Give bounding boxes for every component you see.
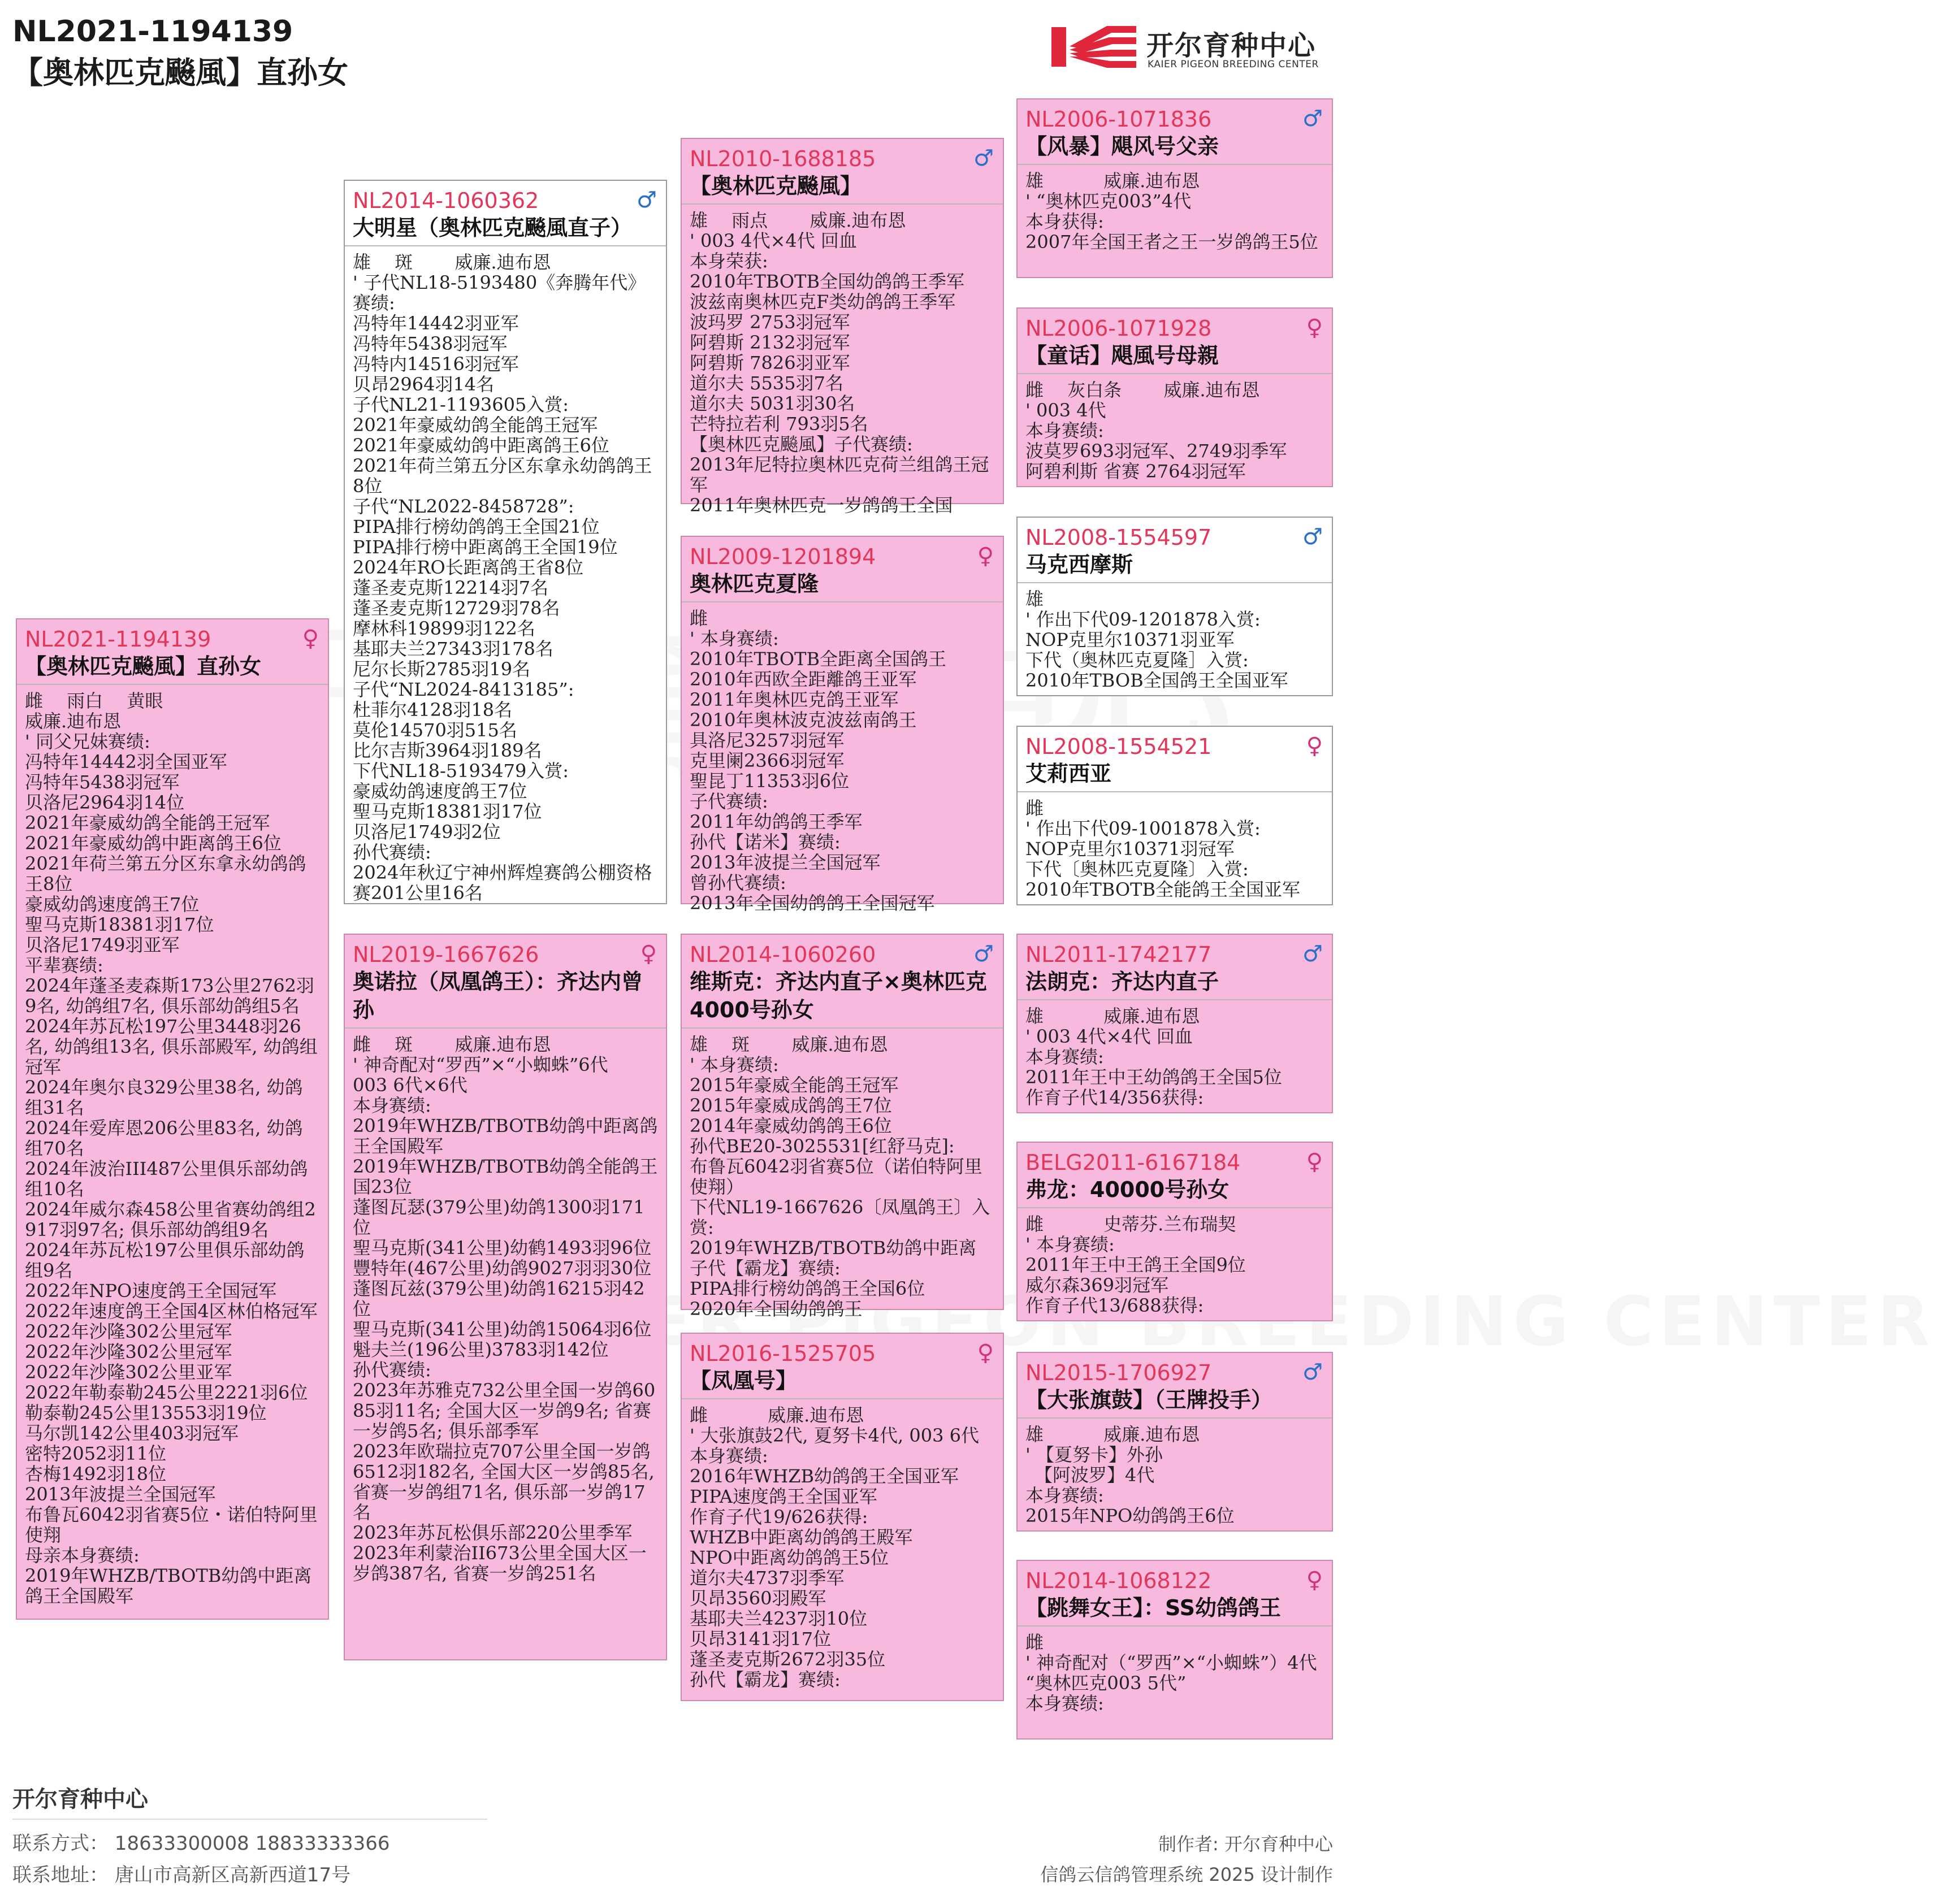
card-name: 维斯克：齐达内直子×奥林匹克4000号孙女 (690, 969, 987, 1022)
card-line: WHZB中距离幼鸽鸽王殿军 (690, 1526, 913, 1548)
card-line: 2011年王中王鸽王全国9位 (1025, 1254, 1246, 1276)
card-ring: NL2015-1706927 (1025, 1360, 1212, 1385)
card-line: 聖马克斯(341公里)幼鹤1493羽96位 (353, 1237, 652, 1259)
card-ring: NL2019-1667626 (353, 942, 539, 967)
card-line: 豐特年(467公里)幼鸽9027羽羽30位 (353, 1257, 652, 1279)
card-line: 聖马克斯(341公里)幼鸽15064羽6位 (353, 1319, 652, 1340)
card-line: 冯特内14516羽冠军 (353, 353, 519, 375)
card-line: 本身赛绩: (1025, 1046, 1104, 1068)
footer-company: 开尔育种中心 (12, 1786, 148, 1812)
card-line: 2023年苏瓦松俱乐部220公里季军 (353, 1522, 633, 1543)
female-icon: ♀ (1306, 1567, 1323, 1593)
card-line: 蓬图瓦兹(379公里)幼鸽16215羽42位 (353, 1278, 645, 1320)
female-icon: ♀ (302, 626, 319, 652)
card-line: NOP克里尔10371羽亚军 (1025, 629, 1235, 650)
card-line: 蓬图瓦瑟(379公里)幼鸽1300羽171位 (353, 1196, 645, 1238)
card-line: 2019年WHZB/TBOTB幼鸽中距离鸽王全国殿军 (25, 1565, 312, 1607)
card-line: 2010年西欧全距離鸽王亚军 (690, 669, 917, 690)
logo-name: 开尔育种中心 (1146, 30, 1317, 62)
card-line: 冯特年14442羽亚军 (353, 313, 519, 334)
card-line: ' 作出下代09-1201878入赏: (1025, 609, 1261, 630)
card-line: ' 本身赛绩: (690, 628, 779, 649)
card-line: 威廉.迪布恩 (25, 710, 122, 732)
card-line: 蓬圣麦克斯12214羽7名 (353, 577, 549, 598)
card-line: 【奥林匹克飈風】子代赛绩: (690, 433, 913, 455)
card-line: 2013年波提兰全国冠军 (25, 1484, 216, 1505)
card-body (1018, 1419, 1332, 1526)
card-line: 本身获得: (1025, 211, 1104, 232)
card-ring: NL2014-1068122 (1025, 1568, 1212, 1593)
card-line: 杜菲尔4128羽18名 (353, 699, 513, 721)
footer-address: 联系地址： 唐山市高新区高新西道17号 (12, 1864, 351, 1886)
card-name: 法朗克：齐达内直子 (1025, 969, 1219, 994)
card-line: 2011年幼鸽鸽王季军 (690, 811, 863, 832)
female-icon: ♀ (977, 1340, 994, 1366)
card-line: 杏梅1492羽18位 (25, 1463, 167, 1485)
card-line: 2024年苏瓦松197公里俱乐部幼鸽组9名 (25, 1239, 305, 1281)
card-line: 雄 斑 威廉.迪布恩 (353, 251, 551, 273)
card-line: 子代“NL2022-8458728”: (353, 496, 574, 517)
card-line: 【阿波罗】4代 (1025, 1464, 1155, 1486)
card-name: 奥林匹克夏隆 (690, 571, 819, 596)
card-line: 2016年WHZB幼鸽鸽王全国亚军 (690, 1465, 959, 1487)
card-line: 2021年荷兰第五分区东拿永幼鸽鸽王8位 (353, 455, 652, 497)
card-line: 马尔凯142公里403羽冠军 (25, 1422, 239, 1444)
card-line: ' “奥林匹克003”4代 (1025, 190, 1192, 212)
card-line: ' 003 4代×4代 回血 (690, 230, 857, 251)
footer-maker: 制作者: 开尔育种中心 (1158, 1833, 1333, 1855)
card-line: 阿碧斯 7826羽亚军 (690, 352, 850, 374)
card-line: 本身赛绩: (690, 1445, 768, 1467)
card-line: 2021年豪威幼鸽中距离鸽王6位 (25, 832, 282, 854)
card-body (1018, 165, 1332, 252)
card-line: 聖马克斯18381羽17位 (353, 801, 542, 822)
card-line: ' 同父兄妹赛绩: (25, 731, 150, 752)
card-ring: NL2021-1194139 (25, 627, 211, 652)
card-ring: NL2014-1060362 (353, 188, 539, 213)
card-line: 雌 史蒂芬.兰布瑞契 (1025, 1213, 1236, 1235)
card-line: 尼尔长斯2785羽19名 (353, 658, 531, 680)
card-line: 贝昂3560羽殿军 (690, 1588, 826, 1609)
card-line: 下代NL18-5193479入赏: (353, 760, 569, 782)
card-line: 2021年豪威幼鸽全能鸽王冠军 (353, 414, 598, 436)
male-icon: ♂ (1302, 1359, 1323, 1385)
card-line: 作育子代19/626获得: (690, 1506, 868, 1528)
card-line: 2011年奥林匹克鸽王亚军 (690, 689, 899, 710)
card-line: 雄 雨点 威廉.迪布恩 (690, 210, 906, 231)
pedigree-card-dam[interactable] (344, 934, 667, 1660)
card-line: 雄 (1025, 588, 1044, 610)
kaier-logo-icon (1051, 21, 1136, 72)
card-line: NOP克里尔10371羽冠军 (1025, 838, 1235, 860)
card-line: 聖昆丁11353羽6位 (690, 770, 850, 792)
card-line: NPO中距离幼鸽鸽王5位 (690, 1547, 889, 1568)
card-line: 魁夫兰(196公里)3783羽142位 (353, 1339, 609, 1360)
card-line: ' 子代NL18-5193480《奔腾年代》 (353, 272, 646, 293)
card-name: 弗龙：40000号孙女 (1025, 1177, 1230, 1202)
card-line: 孙代【诺米】赛绩: (690, 831, 841, 853)
card-line: 2020年全国幼鸽鸽王 (690, 1298, 863, 1320)
card-line: 贝洛尼1749羽亚军 (25, 934, 180, 956)
card-line: 道尔夫4737羽季军 (690, 1567, 845, 1589)
card-line: 2013年全国幼鸽鸽王全国冠军 (690, 892, 935, 914)
card-line: 作育子代13/688获得: (1025, 1295, 1204, 1316)
footer-divider (12, 1819, 487, 1820)
pedigree-card-dds[interactable] (1016, 1352, 1333, 1532)
card-line: ' 神奇配对（“罗西”×“小蜘蛛”）4代 (1025, 1652, 1317, 1673)
card-line: ' 【夏努卡】外孙 (1025, 1444, 1163, 1465)
card-line: 2022年NPO速度鸽王全国冠军 (25, 1280, 277, 1302)
card-line: 布鲁瓦6042羽省赛5位（诺伯特阿里使翔） (690, 1156, 982, 1198)
female-icon: ♀ (1306, 733, 1323, 759)
card-line: 2010年TBOTB全国幼鸽鸽王季军 (690, 271, 964, 292)
card-line: 2024年奥尔良329公里38名, 幼鸽组31名 (25, 1077, 303, 1118)
female-icon: ♀ (1306, 1149, 1323, 1175)
card-line: 下代（奥林匹克夏隆］入赏: (1025, 649, 1249, 671)
card-line: 2023年欧瑞拉克707公里全国一岁鸽6512羽182名, 全国大区一岁鸽85名, 省赛一岁鸽组71名, 俱乐部一岁鸽17名 (353, 1441, 655, 1523)
card-ring: NL2008-1554521 (1025, 734, 1212, 759)
card-line: 孙代赛绩: (353, 1359, 431, 1381)
card-line: ' 本身赛绩: (1025, 1234, 1115, 1255)
pedigree-card-ddd[interactable] (1016, 1560, 1333, 1740)
card-ring: NL2008-1554597 (1025, 525, 1212, 550)
card-line: 本身赛绩: (353, 1095, 431, 1116)
card-line: 2015年豪威成鸽鸽王7位 (690, 1095, 892, 1116)
card-line: 2019年WHZB/TBOTB幼鸽中距离 (690, 1237, 977, 1259)
card-ring: NL2011-1742177 (1025, 942, 1212, 967)
card-body (17, 685, 328, 1606)
card-line: 2013年尼特拉奥林匹克荷兰组鸽王冠军 (690, 454, 989, 496)
card-line: 基耶夫兰4237羽10位 (690, 1608, 868, 1629)
card-line: 阿碧利斯 省赛 2764羽冠军 (1025, 461, 1246, 482)
card-line: 2011年王中王幼鸽鸽王全国5位 (1025, 1066, 1282, 1088)
card-name: 【童话】飓風号母親 (1025, 343, 1219, 368)
card-line: 2010年TBOTB全能鸽王全国亚军 (1025, 879, 1300, 900)
card-line: 孙代BE20-3025531[红舒马克]: (690, 1135, 955, 1157)
card-body (682, 1029, 1003, 1319)
card-line: 贝昂2964羽14名 (353, 374, 495, 395)
card-line: 孙代【霸龙】赛绩: (690, 1669, 841, 1690)
card-line: 本身赛绩: (1025, 1485, 1104, 1506)
card-ring: BELG2011-6167184 (1025, 1150, 1241, 1175)
card-body (682, 205, 1003, 515)
card-line: 子代“NL2024-8413185”: (353, 679, 574, 700)
card-body (682, 1399, 1003, 1690)
female-icon: ♀ (640, 941, 657, 967)
female-icon: ♀ (1306, 315, 1323, 341)
card-line: 003 6代×6代 (353, 1074, 467, 1096)
logo-en: KAIER PIGEON BREEDING CENTER (1148, 59, 1319, 70)
card-line: 基耶夫兰27343羽178名 (353, 638, 553, 660)
pedigree-card-sdd[interactable] (1016, 726, 1333, 905)
card-line: 贝洛尼1749羽2位 (353, 821, 501, 843)
card-line: 摩林科19899羽122名 (353, 618, 535, 639)
card-line: 2021年荷兰第五分区东拿永幼鸽鸽王8位 (25, 853, 306, 895)
page-ring: NL2021-1194139 (12, 15, 293, 49)
card-line: 2021年豪威幼鸽中距离鸽王6位 (353, 435, 609, 456)
pedigree-card-sss[interactable] (1016, 98, 1333, 278)
footer-system: 信鸽云信鸽管理系统 2025 设计制作 (1040, 1864, 1333, 1885)
card-line: 2007年全国王者之王一岁鸽鸽王5位 (1025, 231, 1318, 253)
card-name: 【风暴】飓风号父亲 (1025, 134, 1219, 159)
card-line: PIPA排行榜幼鸽鸽王全国21位 (353, 516, 600, 537)
card-body (1018, 583, 1332, 691)
card-line: ' 大张旗鼓2代, 夏努卡4代, 003 6代 (690, 1425, 979, 1446)
card-line: 2015年豪威全能鸽王冠军 (690, 1074, 899, 1096)
card-line: 子代赛绩: (690, 791, 768, 812)
pedigree-card-sire[interactable] (344, 180, 667, 904)
male-icon: ♂ (973, 941, 994, 967)
card-line: 2023年苏雅克732公里全国一岁鸽6085羽11名; 全国大区一岁鸽9名; 省赛一岁鸽5名; 俱乐部季军 (353, 1380, 656, 1442)
card-body (682, 602, 1003, 913)
card-line: 阿碧斯 2132羽冠军 (690, 332, 850, 353)
card-line: 密特2052羽11位 (25, 1443, 167, 1464)
pedigree-card-sds[interactable] (1016, 517, 1333, 696)
card-line: 2022年沙隆302公里冠军 (25, 1341, 232, 1363)
card-line: 下代NL19-1667626〔凤凰鸽王〕入赏: (690, 1196, 990, 1238)
pedigree-card-dd[interactable] (681, 1333, 1004, 1701)
card-line: 2010年TBOTB全距离全国鸽王 (690, 648, 946, 670)
card-line: 雌 (690, 608, 708, 629)
footer-contact: 联系方式： 18633300008 18833333366 (12, 1832, 390, 1855)
card-line: 2024年蓬圣麦森斯173公里2762羽9名, 幼鸽组7名, 俱乐部幼鸽组5名 (25, 975, 314, 1017)
card-line: 蓬圣麦克斯12729羽78名 (353, 597, 560, 619)
card-line: PIPA排行榜中距离鸽王全国19位 (353, 536, 618, 558)
card-name: 【凤凰号】 (690, 1368, 798, 1393)
card-line: 豪威幼鸽速度鸽王7位 (353, 780, 527, 802)
card-line: 莫伦14570羽515名 (353, 719, 517, 741)
card-line: ' 003 4代×4代 回血 (1025, 1026, 1193, 1047)
card-line: 道尔夫 5031羽30名 (690, 393, 855, 414)
card-line: 2021年豪威幼鸽全能鸽王冠军 (25, 812, 270, 834)
card-line: 2019年WHZB/TBOTB幼鸽中距离鸽王全国殿军 (353, 1115, 658, 1157)
card-ring: NL2006-1071836 (1025, 107, 1212, 132)
card-line: 聖马克斯18381羽17位 (25, 914, 214, 935)
card-line: 勒泰勒245公里13553羽19位 (25, 1402, 267, 1424)
card-name: 【奥林匹克飈風】直孙女 (25, 654, 262, 679)
pedigree-card-subject[interactable] (16, 618, 329, 1620)
card-line: ' 神奇配对“罗西”×“小蜘蛛”6代 (353, 1054, 608, 1075)
card-line: 雌 (1025, 1632, 1044, 1653)
card-body (345, 246, 666, 903)
card-ring: NL2016-1525705 (690, 1341, 876, 1366)
card-line: 子代NL21-1193605入赏: (353, 394, 569, 415)
card-line: 威尔森369羽冠军 (1025, 1274, 1169, 1296)
card-line: 2022年速度鸽王全国4区林伯格冠军 (25, 1300, 318, 1322)
card-line: 雌 (1025, 797, 1044, 819)
card-line: 雌 威廉.迪布恩 (690, 1404, 864, 1426)
card-line: 2015年NPO幼鸽鸽王6位 (1025, 1505, 1235, 1526)
card-line: 克里阑2366羽冠军 (690, 750, 845, 771)
card-line: 本身赛绩: (1025, 1693, 1104, 1714)
card-body (1018, 1627, 1332, 1714)
card-name: 【奥林匹克飈風】 (690, 174, 862, 198)
card-line: 比尔吉斯3964羽189名 (353, 740, 542, 761)
card-line: ' 作出下代09-1001878入赏: (1025, 818, 1261, 839)
card-line: 2014年豪威幼鸽鸽王6位 (690, 1115, 892, 1137)
card-line: 2024年RO长距离鸽王省8位 (353, 557, 584, 578)
card-line: 2019年WHZB/TBOTB幼鸽全能鸽王国23位 (353, 1156, 658, 1198)
card-line: 2024年秋辽宁神州辉煌赛鸽公棚资格赛201公里16名 (353, 862, 652, 904)
male-icon: ♂ (1302, 524, 1323, 550)
card-line: 波莫罗693羽冠军、2749羽季军 (1025, 440, 1287, 462)
pedigree-card-ss[interactable] (681, 138, 1004, 516)
card-line: 贝洛尼2964羽14位 (25, 792, 185, 813)
card-line: 冯特年5438羽冠军 (25, 771, 180, 793)
brand-logo (1051, 21, 1334, 72)
male-icon: ♂ (1302, 941, 1323, 967)
card-line: 2024年威尔森458公里省赛幼鸽组2917羽97名; 俱乐部幼鸽组9名 (25, 1199, 316, 1241)
card-line: 雄 斑 威廉.迪布恩 (690, 1034, 888, 1055)
card-line: 道尔夫 5535羽7名 (690, 372, 843, 394)
card-line: 2022年沙隆302公里冠军 (25, 1321, 232, 1342)
card-line: 豪威幼鸽速度鸽王7位 (25, 894, 200, 915)
card-body (1018, 1208, 1332, 1316)
card-line: 赛绩: (353, 292, 395, 314)
card-ring: NL2014-1060260 (690, 942, 876, 967)
card-line: 2024年苏瓦松197公里3448羽26名, 幼鸽组13名, 俱乐部殿军, 幼鸽组冠军 (25, 1016, 318, 1078)
card-line: 雄 威廉.迪布恩 (1025, 170, 1200, 192)
card-line: PIPA排行榜幼鸽鸽王全国6位 (690, 1278, 925, 1299)
male-icon: ♂ (1302, 106, 1323, 132)
card-name: 大明星（奥林匹克飈風直子） (353, 215, 633, 240)
card-line: 2010年奥林波克波兹南鸽王 (690, 709, 917, 731)
card-name: 奥诺拉（凤凰鸽王）：齐达内曾孙 (353, 969, 643, 1022)
pedigree-card-dsd[interactable] (1016, 1142, 1333, 1321)
card-line: 雌 雨白 黄眼 (25, 690, 163, 712)
card-name: 【跳舞女王】：SS幼鸽鸽王 (1025, 1595, 1282, 1620)
card-ring: NL2010-1688185 (690, 146, 876, 171)
card-line: PIPA速度鸽王全国亚军 (690, 1486, 877, 1507)
card-line: ' 本身赛绩: (690, 1054, 779, 1075)
male-icon: ♂ (973, 145, 994, 171)
card-line: “奥林匹克003 5代” (1025, 1672, 1187, 1694)
male-icon: ♂ (637, 187, 657, 213)
card-ring: NL2009-1201894 (690, 544, 876, 569)
card-line: 雄 威廉.迪布恩 (1025, 1005, 1200, 1027)
card-line: 冯特年5438羽冠军 (353, 333, 508, 354)
card-line: 布鲁瓦6042羽省赛5位・诺伯特阿里使翔 (25, 1504, 318, 1546)
card-line: 本身荣获: (690, 250, 768, 272)
card-line: 蓬圣麦克斯2672羽35位 (690, 1649, 886, 1670)
card-name: 【大张旗鼓】（王牌投手） (1025, 1387, 1273, 1412)
card-line: 2011年奥林匹克一岁鸽鸽王全国 (690, 495, 953, 516)
pedigree-card-ssd[interactable] (1016, 307, 1333, 487)
page-title: 【奥林匹克飈風】直孙女 (12, 55, 348, 90)
card-line: 2023年利蒙治II673公里全国大区一岁鸽387名, 省赛一岁鸽251名 (353, 1542, 647, 1584)
card-line: 2022年沙隆302公里亚军 (25, 1361, 232, 1383)
card-line: 2022年勒泰勒245公里2221羽6位 (25, 1382, 308, 1403)
card-ring: NL2006-1071928 (1025, 316, 1212, 341)
card-line: 本身赛绩: (1025, 420, 1104, 441)
card-line: 平辈赛绩: (25, 955, 103, 976)
card-line: ' 003 4代 (1025, 400, 1106, 421)
card-body (1018, 1000, 1332, 1108)
card-line: 曾孙代赛绩: (690, 872, 786, 894)
card-line: 2013年波提兰全国冠军 (690, 852, 881, 873)
card-line: 子代【霸龙】赛绩: (690, 1257, 841, 1279)
pedigree-card-ds[interactable] (681, 934, 1004, 1320)
pedigree-card-sd[interactable] (681, 536, 1004, 914)
card-body (1018, 374, 1332, 482)
card-line: 2024年爱库恩206公里83名, 幼鸽组70名 (25, 1117, 303, 1159)
card-name: 马克西摩斯 (1025, 552, 1133, 577)
card-body (345, 1029, 666, 1584)
card-line: 具洛尼3257羽冠军 (690, 730, 845, 751)
card-line: 孙代赛绩: (353, 842, 431, 863)
card-line: 贝昂3141羽17位 (690, 1628, 832, 1650)
card-line: 芒特拉若利 793羽5名 (690, 413, 868, 435)
card-line: 2010年TBOB全国鸽王全国亚军 (1025, 670, 1288, 691)
female-icon: ♀ (977, 543, 994, 569)
card-line: 波玛罗 2753羽冠军 (690, 311, 850, 333)
card-line: 2024年波治III487公里俱乐部幼鸽组10名 (25, 1158, 308, 1200)
card-name: 艾莉西亚 (1025, 761, 1112, 786)
card-line: 雌 灰白条 威廉.迪布恩 (1025, 379, 1260, 401)
card-line: 波兹南奥林匹克F类幼鸽鸽王季军 (690, 291, 956, 313)
card-line: 冯特年14442羽全国亚军 (25, 751, 227, 773)
card-line: 作育子代14/356获得: (1025, 1087, 1204, 1108)
pedigree-card-dss[interactable] (1016, 934, 1333, 1113)
card-body (1018, 792, 1332, 900)
card-line: 母亲本身赛绩: (25, 1545, 140, 1566)
card-line: 雌 斑 威廉.迪布恩 (353, 1034, 551, 1055)
card-line: 下代〔奥林匹克夏隆〕入赏: (1025, 858, 1249, 880)
card-line: 雄 威廉.迪布恩 (1025, 1424, 1200, 1445)
